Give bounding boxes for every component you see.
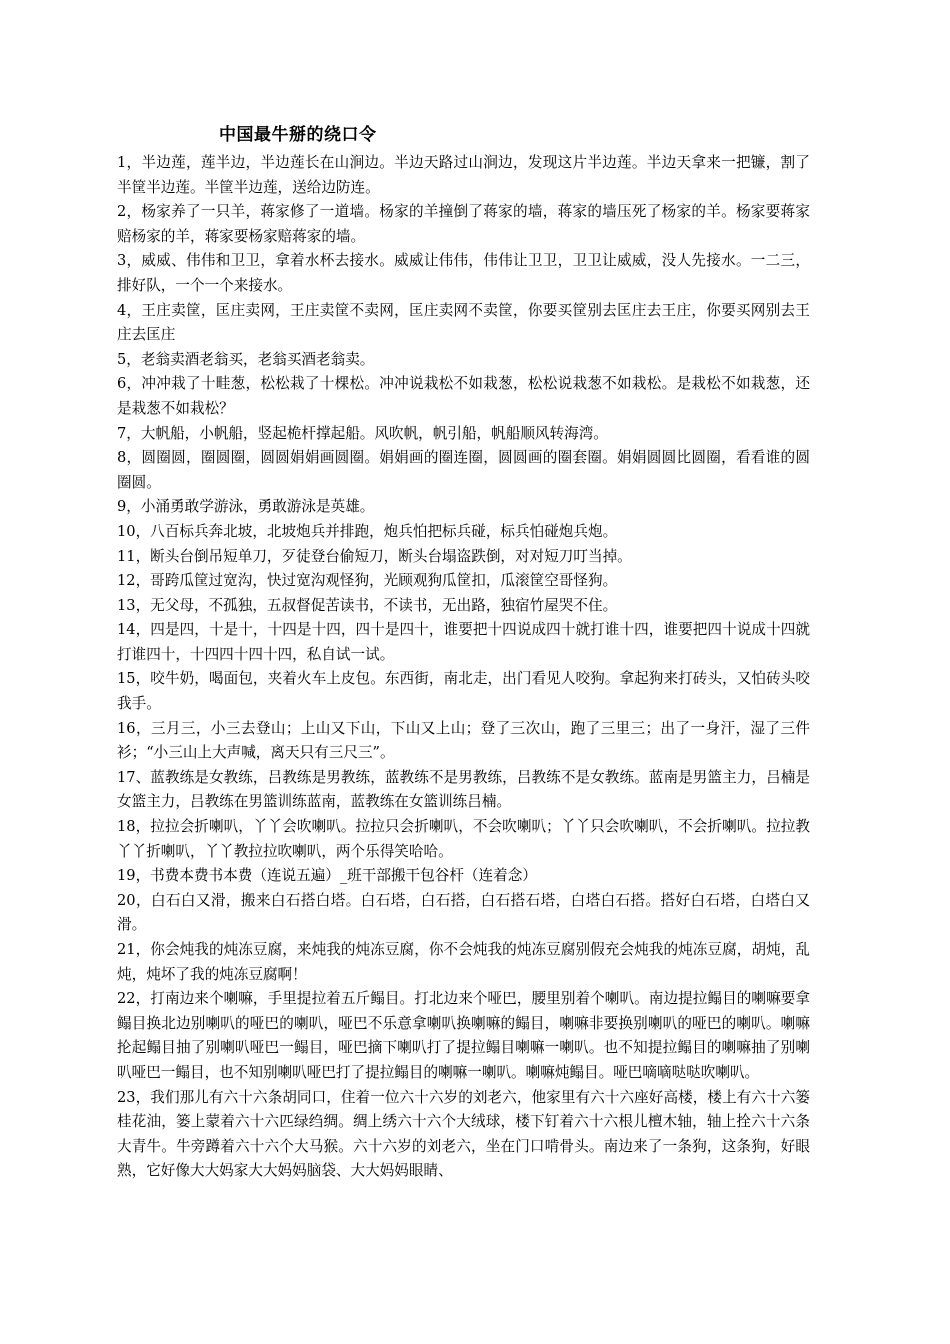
paragraph: 7，大帆船，小帆船，竖起桅杆撑起船。风吹帆，帆引船，帆船顺风转海湾。 bbox=[117, 424, 608, 442]
paragraph: 18，拉拉会折喇叭，丫丫会吹喇叭。拉拉只会折喇叭，不会吹喇叭；丫丫只会吹喇叭，不会折喇叭。拉拉教丫丫折喇叭，丫丫教拉拉吹喇叭，两个乐得笑哈哈。 bbox=[117, 818, 810, 860]
paragraph: 8，圆圈圆，圈圆圈，圆圆娟娟画圆圈。娟娟画的圈连圈，圆圆画的圈套圈。娟娟圆圆比圆圈，看看谁的圆圈圆。 bbox=[117, 449, 810, 491]
paragraph: 20，白石白又滑，搬来白石搭白塔。白石塔，白石搭，白石搭石塔，白塔白石搭。搭好白石塔，白塔白又滑。 bbox=[117, 891, 810, 934]
paragraph: 23，我们那儿有六十六条胡同口，住着一位六十六岁的刘老六，他家里有六十六座好高楼，楼上有六十六篓桂花油，篓上蒙着六十六匹绿绉绸。绸上绣六十六个大绒球，楼下钉着六十六根儿檀木轴，轴上拴六十六条大青牛。牛旁蹲着六十六个大马猴。六十六岁的刘老六，坐在门口啃骨头。南边来了一条狗，这条狗，好眼熟，它好像大大妈家大大妈妈脑袋、大大妈妈眼睛、 bbox=[117, 1088, 810, 1180]
paragraph: 11，断头台倒吊短单刀，歹徒登台偷短刀，断头台塌盗跌倒，对对短刀叮当掉。 bbox=[117, 547, 632, 565]
paragraph: 5，老翁卖酒老翁买，老翁买酒老翁卖。 bbox=[117, 350, 375, 368]
paragraph: 16，三月三，小三去登山；上山又下山，下山又上山；登了三次山，跑了三里三；出了一身汗，湿了三件衫；“小三山上大声喊，离天只有三尺三”。 bbox=[117, 719, 810, 762]
paragraph: 17、蓝教练是女教练，吕教练是男教练，蓝教练不是男教练，吕教练不是女教练。蓝南是男篮主力，吕楠是女篮主力，吕教练在男篮训练蓝南，蓝教练在女篮训练吕楠。 bbox=[117, 768, 810, 811]
paragraph: 6，冲冲栽了十畦葱，松松栽了十棵松。冲冲说栽松不如栽葱，松松说栽葱不如栽松。是栽松不如栽葱，还是栽葱不如栽松？ bbox=[117, 375, 810, 417]
paragraph: 21，你会炖我的炖冻豆腐，来炖我的炖冻豆腐，你不会炖我的炖冻豆腐别假充会炖我的炖冻豆腐，胡炖，乱炖，炖坏了我的炖冻豆腐啊！ bbox=[117, 941, 810, 983]
paragraph: 14，四是四，十是十，十四是十四，四十是四十，谁要把十四说成四十就打谁十四，谁要把四十说成十四就打谁四十，十四四十四十四，私自试一试。 bbox=[117, 621, 810, 663]
paragraph: 4，王庄卖筐，匡庄卖网，王庄卖筐不卖网，匡庄卖网不卖筐，你要买筐别去匡庄去王庄，你要买网别去王庄去匡庄 bbox=[117, 301, 810, 344]
paragraph: 15，咬牛奶，喝面包，夹着火车上皮包。东西街，南北走，出门看见人咬狗。拿起狗来打砖头，又怕砖头咬我手。 bbox=[117, 670, 810, 713]
paragraph: 3，威威、伟伟和卫卫，拿着水杯去接水。威威让伟伟，伟伟让卫卫，卫卫让威威，没人先接水。一二三，排好队，一个一个来接水。 bbox=[117, 252, 810, 294]
paragraph: 9，小涌勇敢学游泳，勇敢游泳是英雄。 bbox=[117, 498, 375, 516]
paragraph: 13，无父母，不孤独，五叔督促苦读书，不读书，无出路，独宿竹屋哭不住。 bbox=[117, 596, 618, 614]
paragraph: 2，杨家养了一只羊，蒋家修了一道墙。杨家的羊撞倒了蒋家的墙，蒋家的墙压死了杨家的羊。杨家要蒋家赔杨家的羊，蒋家要杨家赔蒋家的墙。 bbox=[117, 203, 810, 245]
paragraph: 19，书费本费书本费（连说五遍）_班干部搬干包谷杆（连着念） bbox=[117, 867, 537, 885]
paragraph: 22，打南边来个喇嘛，手里提拉着五斤鳎目。打北边来个哑巴，腰里别着个喇叭。南边提拉鳎目的喇嘛要拿鳎目换北边别喇叭的哑巴的喇叭，哑巴不乐意拿喇叭换喇嘛的鳎目，喇嘛非要换别喇叭的哑巴的喇叭。喇嘛抡起鳎目抽了别喇叭哑巴一鳎目，哑巴摘下喇叭打了提拉鳎目喇嘛一喇叭。也不知提拉鳎目的喇嘛抽了别喇叭哑巴一鳎目，也不知别喇叭哑巴打了提拉鳎目的喇嘛一喇叭。喇嘛炖鳎目。哑巴嘀嘀哒哒吹喇叭。 bbox=[117, 990, 810, 1081]
document-title: 中国最牛掰的绕口令 bbox=[219, 125, 377, 145]
paragraph: 1，半边莲，莲半边，半边莲长在山涧边。半边天路过山涧边，发现这片半边莲。半边天拿来一把镰，割了半筐半边莲。半筐半边莲，送给边防连。 bbox=[117, 154, 810, 196]
paragraph: 12，哥跨瓜筐过宽沟，快过宽沟观怪狗，光顾观狗瓜筐扣，瓜滚筐空哥怪狗。 bbox=[117, 572, 618, 590]
document-page bbox=[117, 124, 810, 1184]
paragraph: 10，八百标兵奔北坡，北坡炮兵并排跑，炮兵怕把标兵碰，标兵怕碰炮兵炮。 bbox=[117, 522, 618, 540]
paragraph-list bbox=[117, 151, 810, 1184]
